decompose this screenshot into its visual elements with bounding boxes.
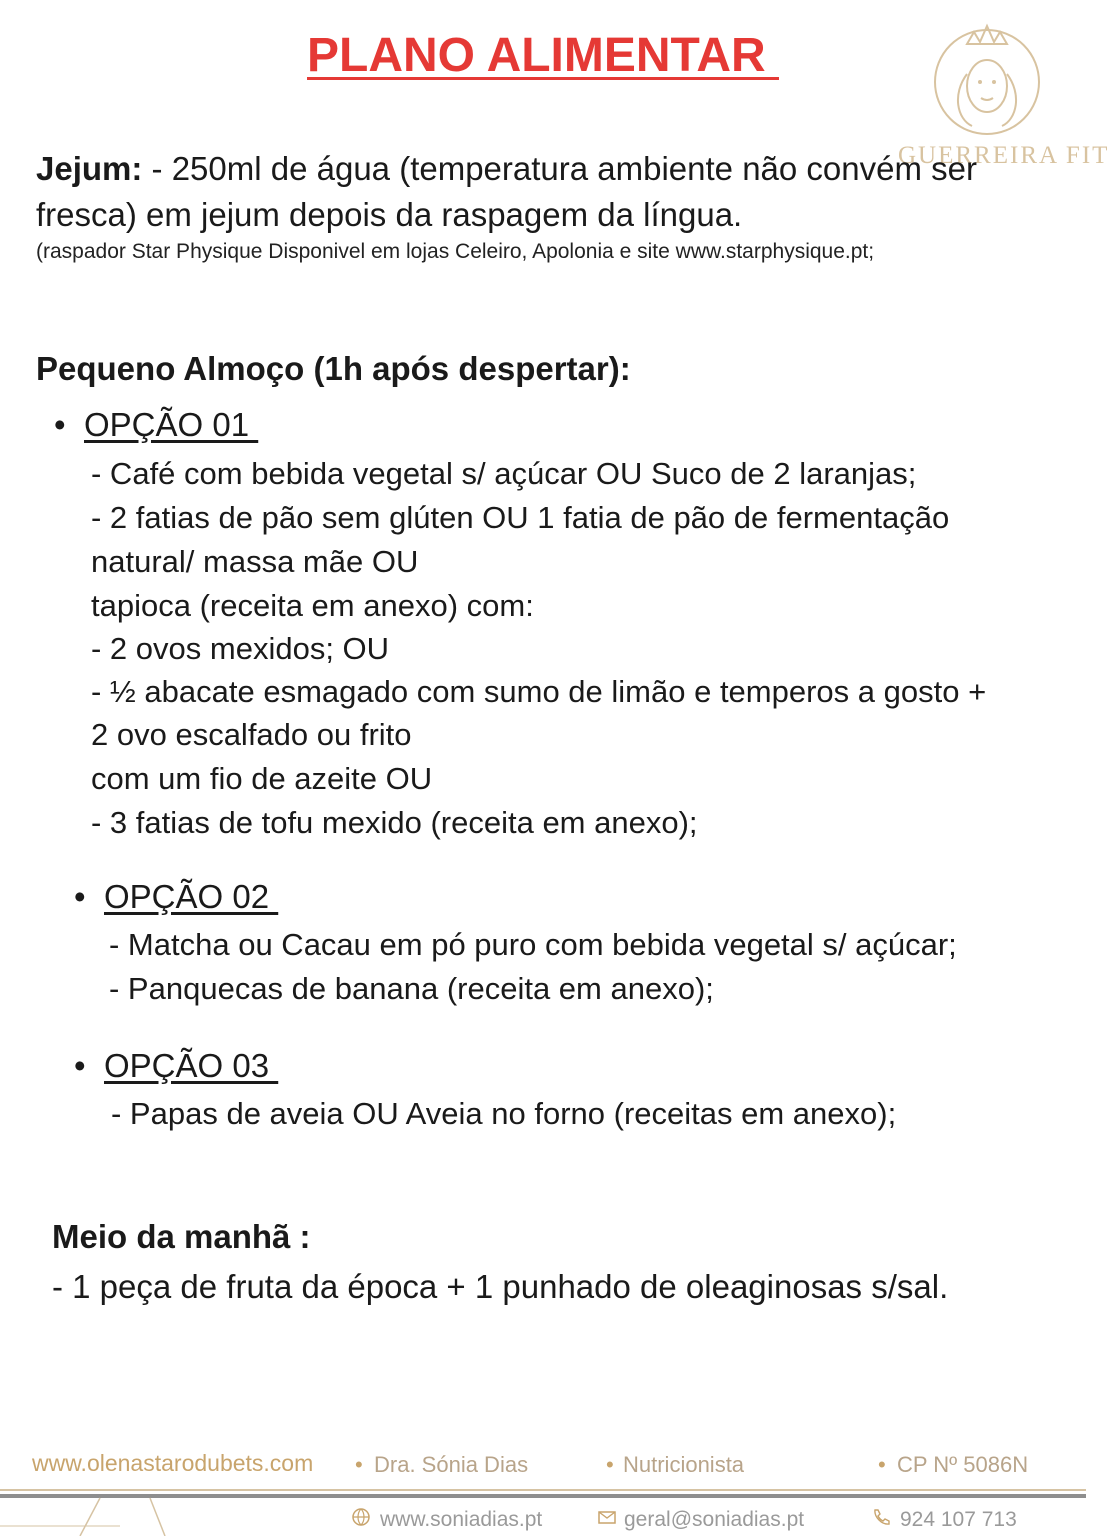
page-title: PLANO ALIMENTAR (307, 29, 779, 82)
option-line: - 2 fatias de pão sem glúten OU 1 fatia de pão de fermentação (91, 500, 950, 535)
footer-license: CP Nº 5086N (897, 1452, 1029, 1477)
logo-brand-text: GUERREIRA FIT (898, 142, 1109, 169)
jejum-text: - 250ml de água (temperatura ambiente não convém ser fresca) em jejum depois da raspagem da língua. (36, 150, 977, 233)
footer-divider (0, 1489, 1086, 1491)
globe-icon (350, 1506, 372, 1528)
option-03 (74, 1047, 278, 1085)
meio-manha-heading: Meio da manhã : (52, 1218, 311, 1255)
phone-icon (870, 1506, 892, 1528)
footer-email-link[interactable]: geral@soniadias.pt (624, 1508, 805, 1531)
jejum-paragraph (36, 146, 1036, 238)
bullet-icon: • (54, 406, 66, 443)
jejum-label: Jejum: (36, 150, 143, 187)
email-icon (596, 1506, 618, 1528)
option-line: com um fio de azeite OU (91, 761, 433, 796)
option-label: OPÇÃO 01 (84, 406, 259, 443)
option-01 (54, 406, 258, 444)
footer-role: Nutricionista (623, 1452, 745, 1477)
footer-dot-icon: • (606, 1452, 614, 1477)
footer-doctor: Dra. Sónia Dias (374, 1452, 529, 1477)
jejum-note: (raspador Star Physique Disponivel em lojas Celeiro, Apolonia e site www.starphysique.pt; (36, 240, 875, 263)
footer-dot-icon: • (355, 1452, 363, 1477)
pequeno-almoco-heading: Pequeno Almoço (1h após despertar): (36, 350, 631, 387)
option-line: - Papas de aveia OU Aveia no forno (receitas em anexo); (111, 1096, 897, 1131)
footer-decoration-lines (0, 1496, 260, 1536)
option-line: natural/ massa mãe OU (91, 544, 419, 579)
footer-website-link[interactable]: www.olenastarodubets.com (32, 1450, 314, 1476)
bullet-icon: • (74, 1047, 86, 1084)
option-line: - Café com bebida vegetal s/ açúcar OU Suco de 2 laranjas; (91, 456, 917, 491)
option-label: OPÇÃO 03 (104, 1047, 279, 1084)
option-line: - ½ abacate esmagado com sumo de limão e temperos a gosto + (91, 674, 987, 709)
option-label: OPÇÃO 02 (104, 878, 279, 915)
option-line: - 2 ovos mexidos; OU (91, 631, 390, 666)
option-02 (74, 878, 278, 916)
option-line: - Panquecas de banana (receita em anexo); (109, 971, 714, 1006)
option-line: - 3 fatias de tofu mexido (receita em anexo); (91, 805, 698, 840)
footer-phone[interactable]: 924 107 713 (900, 1508, 1017, 1531)
footer-dot-icon: • (878, 1452, 886, 1477)
guerreira-fit-logo (922, 14, 1052, 144)
bullet-icon: • (74, 878, 86, 915)
option-line: 2 ovo escalfado ou frito (91, 717, 412, 752)
option-line: tapioca (receita em anexo) com: (91, 588, 534, 623)
option-line: - Matcha ou Cacau em pó puro com bebida vegetal s/ açúcar; (109, 927, 957, 962)
footer-site-link[interactable]: www.soniadias.pt (380, 1508, 543, 1531)
meio-manha-line: - 1 peça de fruta da época + 1 punhado de oleaginosas s/sal. (52, 1268, 949, 1305)
